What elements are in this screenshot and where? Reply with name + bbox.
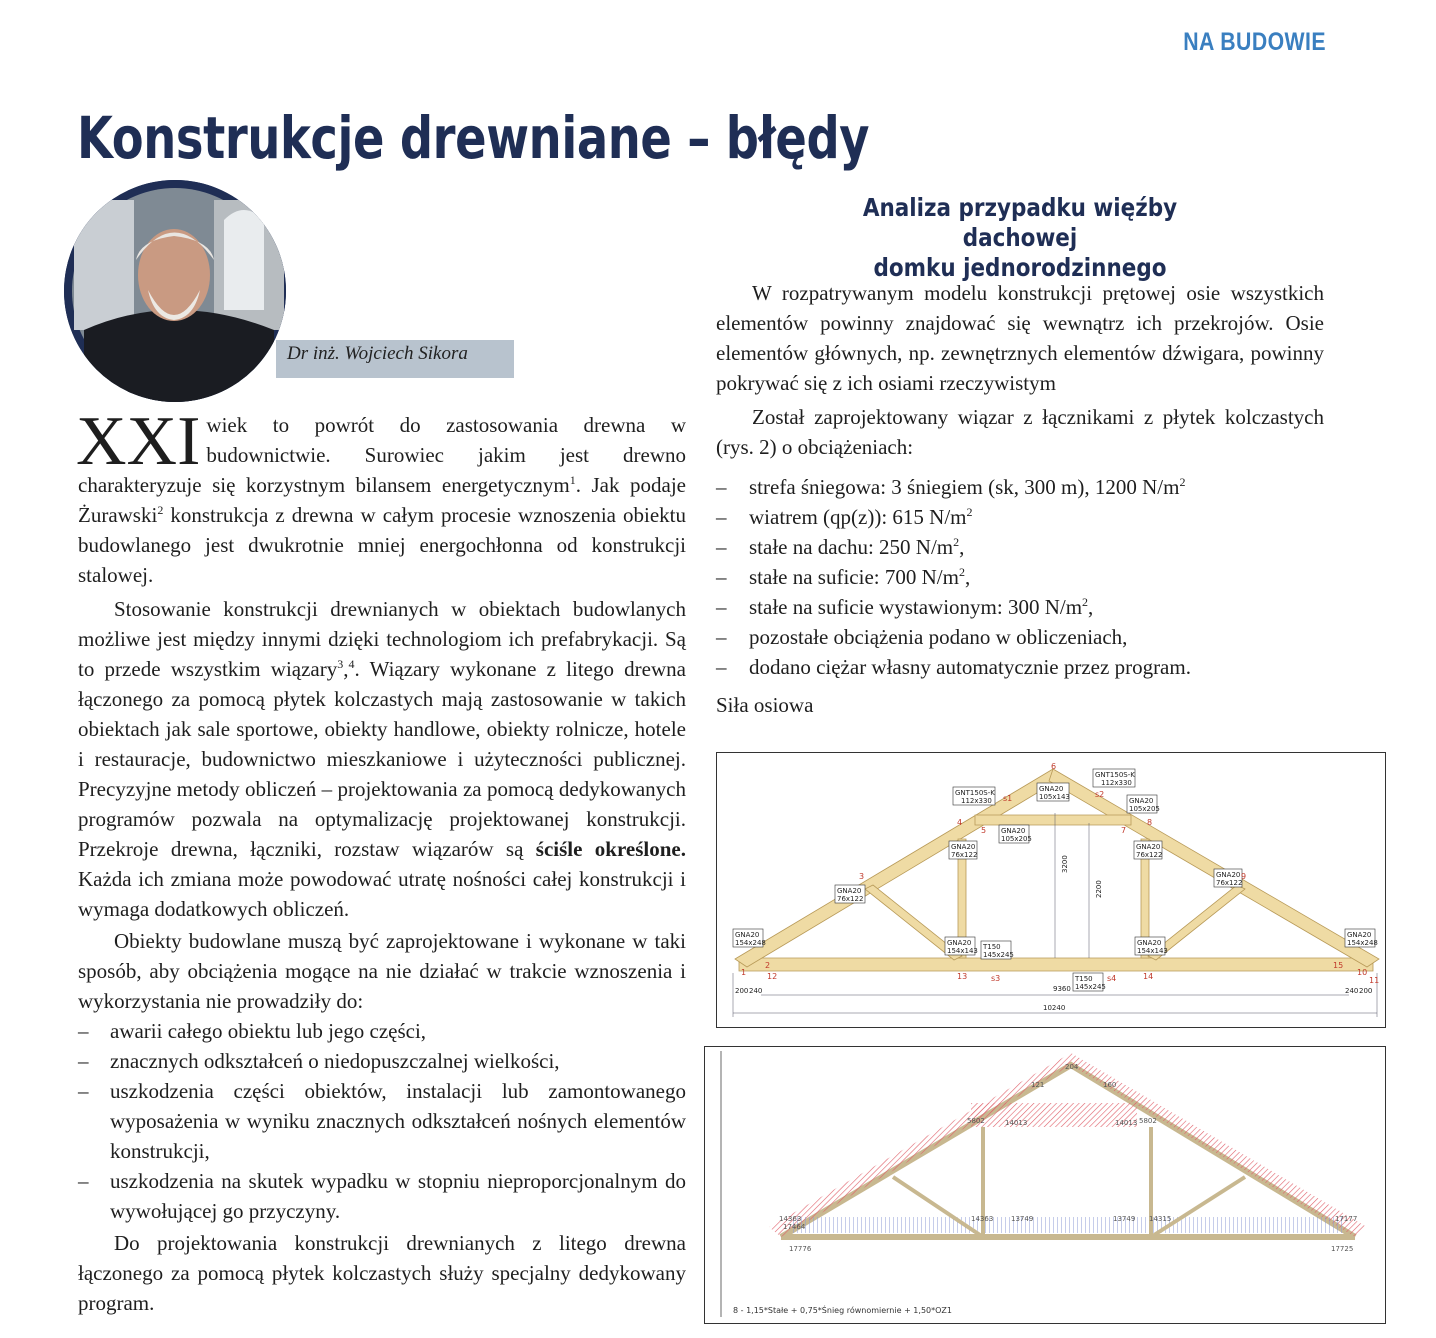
force-band-collar xyxy=(971,1103,1137,1127)
list-dash: – xyxy=(716,595,727,619)
svg-text:GNA20: GNA20 xyxy=(1216,871,1241,879)
force-band-chord xyxy=(791,1217,1345,1233)
svg-text:105x143: 105x143 xyxy=(1039,793,1070,801)
truss-drawing xyxy=(716,752,1386,1028)
svg-text:76x122: 76x122 xyxy=(1216,879,1243,887)
svg-text:112x330: 112x330 xyxy=(961,797,992,805)
dropcap: XXI xyxy=(76,403,201,480)
svg-text:GNA20: GNA20 xyxy=(1347,931,1372,939)
svg-text:105x205: 105x205 xyxy=(1001,835,1032,843)
svg-text:145x245: 145x245 xyxy=(983,951,1014,959)
dim-label: 2200 xyxy=(1095,880,1103,898)
support-label: s4 xyxy=(1107,974,1117,983)
axial-force-diagram xyxy=(704,1046,1386,1324)
plate-label xyxy=(981,941,1014,959)
paragraph-4: Do projektowania konstrukcji drewnianych z litego drewna łączonego za pomocą płytek kolczastych służy specjalny dedykowany program. xyxy=(78,1231,686,1315)
footnote-ref: 1 xyxy=(569,473,576,487)
superscript: 2 xyxy=(966,505,973,519)
list-item xyxy=(716,502,1324,532)
plate-label xyxy=(953,787,995,805)
p2-text-a: Stosowanie konstrukcji drewnianych w obiektach budowlanych możliwe jest między innymi dzięki technologiom ich prefabrykacji. Są to przede wszystkim wiązary xyxy=(78,597,686,681)
plate-label xyxy=(945,937,978,955)
dim-label: 9360 xyxy=(1053,985,1071,993)
list-dash: – xyxy=(78,1169,89,1193)
collar-beam xyxy=(975,815,1131,825)
dim-label: 240 xyxy=(749,987,763,995)
svg-text:GNA20: GNA20 xyxy=(1039,785,1064,793)
paragraph-3: Obiekty budowlane muszą być zaprojektowane i wykonane w taki sposób, aby obciążenia mogące na nie działać w trakcie wznoszenia i wykorzystania nie prowadziły do: xyxy=(78,929,686,1013)
node-number: 13 xyxy=(957,972,968,981)
svg-text:112x330: 112x330 xyxy=(1101,779,1132,787)
plate-label xyxy=(1093,769,1135,787)
paragraph-2 xyxy=(78,594,686,924)
p2-text-b: . Wiązary wykonane z litego drewna łączonego za pomocą płytek kolczastych mają zastosowanie w takich obiektach jak sale sportowe, obiekty handlowe, obiekty rolnicze, hotele i restauracje, budownictwo mieszkaniowe i użyteczności publicznej. Precyzyjne metody obliczeń – projektowania za pomocą dedykowanych programów pozwala na optymalizację projektowanej konstrukcji. Przekroje drewna, łączniki, rozstaw wiązarów są xyxy=(78,657,686,861)
dim-label: 200 xyxy=(1359,987,1373,995)
force-value: 17776 xyxy=(789,1245,812,1253)
list-item-text: stałe na dachu: 250 N/m xyxy=(749,535,954,559)
subheading-line: domku jednorodzinnego xyxy=(873,253,1167,282)
p2-bold: ściśle określone. xyxy=(535,837,686,861)
support-label: s1 xyxy=(1003,794,1013,803)
list-item-text: uszkodzenia części obiektów, instalacji lub zamontowanego wyposażenia w wyniku znacznych odkształceń nośnych elementów konstrukcji, xyxy=(110,1079,686,1163)
force-value: 13749 xyxy=(1011,1215,1034,1223)
list-item-text: dodano ciężar własny automatycznie przez program. xyxy=(749,655,1191,679)
list-tail: , xyxy=(1088,595,1094,619)
list-tail: , xyxy=(964,565,971,589)
list-item-text: stałe na suficie: 700 N/m xyxy=(749,565,959,589)
force-value: 14363 xyxy=(971,1215,994,1223)
force-value: 13749 xyxy=(1113,1215,1136,1223)
author-photo xyxy=(64,180,286,402)
list-item xyxy=(78,1016,686,1046)
dim-label: 10240 xyxy=(1043,1004,1066,1012)
list-item xyxy=(716,652,1324,682)
svg-text:154x143: 154x143 xyxy=(947,947,978,955)
node-number: 9 xyxy=(1241,872,1247,881)
list-item-text: wiatrem (qp(z)): 615 N/m xyxy=(749,505,967,529)
node-number: 3 xyxy=(859,872,865,881)
node-number: 11 xyxy=(1369,976,1380,985)
footnote-ref: 3 xyxy=(337,657,344,671)
node-number: 5 xyxy=(981,826,987,835)
bottom-chord xyxy=(739,958,1373,971)
node-number: 10 xyxy=(1357,968,1368,977)
dim-label: 240 xyxy=(1345,987,1359,995)
support-label: s2 xyxy=(1095,790,1105,799)
svg-text:GNA20: GNA20 xyxy=(951,843,976,851)
plate-label xyxy=(1037,783,1070,801)
force-value: 5802 xyxy=(1139,1117,1157,1125)
svg-text:GNT150S-K: GNT150S-K xyxy=(955,789,995,797)
svg-text:154x248: 154x248 xyxy=(735,939,766,947)
list-item-text: znacznych odkształceń o niedopuszczalnej wielkości, xyxy=(110,1049,560,1073)
list-item-text: strefa śniegowa: 3 śniegiem (sk, 300 m), 1200 N/m xyxy=(749,475,1180,499)
node-number: 4 xyxy=(957,818,963,827)
plate-label xyxy=(1214,869,1242,887)
force-value: 14013 xyxy=(1115,1119,1138,1127)
svg-text:T150: T150 xyxy=(1075,975,1093,983)
plate-label xyxy=(1127,795,1160,813)
footnote-ref: 2 xyxy=(157,503,164,517)
force-value: 14363 xyxy=(779,1215,802,1223)
section-tag: NA BUDOWIE xyxy=(1183,28,1326,56)
section-subheading xyxy=(805,193,1235,283)
p1-text-c: konstrukcja z drewna w całym procesie wznoszenia obiektu budowlanego jest dwukrotnie mniej energochłonna od konstrukcji stalowej. xyxy=(78,503,686,587)
paragraph-r1: W rozpatrywanym modelu konstrukcji prętowej osie wszystkich elementów powinny znajdować się wewnątrz ich przekrojów. Osie elementów głównych, np. zewnętrznych elementów dźwigara, powinny pokrywać się z ich osiami rzeczywistym xyxy=(716,281,1324,395)
node-number: 14 xyxy=(1143,972,1154,981)
figure-caption: Siła osiowa xyxy=(716,693,814,717)
force-value: 14013 xyxy=(1005,1119,1028,1127)
failure-list xyxy=(78,1016,686,1226)
node-number: 1 xyxy=(741,968,747,977)
force-value: 121 xyxy=(1031,1081,1045,1089)
dim-label: 3200 xyxy=(1061,855,1069,873)
plate-label xyxy=(1135,937,1168,955)
node-number: 15 xyxy=(1333,961,1344,970)
force-value: 17177 xyxy=(1335,1215,1358,1223)
list-item-text: pozostałe obciążenia podano w obliczeniach, xyxy=(749,625,1128,649)
superscript: 2 xyxy=(953,535,960,549)
node-number: 12 xyxy=(767,972,778,981)
right-column xyxy=(716,278,1324,720)
force-value: 17464 xyxy=(783,1223,806,1231)
footnote-ref: 4 xyxy=(348,657,355,671)
plate-label xyxy=(1134,841,1162,859)
svg-text:76x122: 76x122 xyxy=(951,851,978,859)
force-value: 14315 xyxy=(1149,1215,1172,1223)
plate-label xyxy=(835,885,865,903)
dim-label: 200 xyxy=(735,987,749,995)
list-item xyxy=(716,532,1324,562)
force-value: 160 xyxy=(1103,1081,1117,1089)
force-value: 204 xyxy=(1065,1063,1079,1071)
list-item xyxy=(716,472,1324,502)
plate-label xyxy=(1345,929,1378,947)
svg-text:76x122: 76x122 xyxy=(837,895,864,903)
svg-text:GNA20: GNA20 xyxy=(837,887,862,895)
subheading-line: Analiza przypadku więźby dachowej xyxy=(862,193,1178,252)
svg-text:GNT150S-K: GNT150S-K xyxy=(1095,771,1135,779)
list-item xyxy=(78,1166,686,1226)
load-combination-caption: 8 - 1,15*Stałe + 0,75*Śnieg równomiernie + 1,50*OZ1 xyxy=(733,1306,952,1315)
list-item xyxy=(716,562,1324,592)
svg-text:GNA20: GNA20 xyxy=(1001,827,1026,835)
svg-text:T150: T150 xyxy=(983,943,1001,951)
list-dash: – xyxy=(716,655,727,679)
list-item xyxy=(716,622,1324,652)
node-number: 8 xyxy=(1147,818,1153,827)
truss-rafters xyxy=(781,1065,1358,1237)
list-dash: – xyxy=(78,1019,89,1043)
p2-text-c: Każda ich zmiana może powodować utratę nośności całej konstrukcji i wymaga dodatkowych obliczeń. xyxy=(78,867,686,921)
paragraph-r2: Został zaprojektowany wiązar z łącznikami z płytek kolczastych (rys. 2) o obciążeniach: xyxy=(716,405,1324,459)
list-dash: – xyxy=(78,1079,89,1103)
list-dash: – xyxy=(716,535,727,559)
list-dash: – xyxy=(78,1049,89,1073)
plate-label xyxy=(999,825,1032,843)
svg-text:154x143: 154x143 xyxy=(1137,947,1168,955)
paragraph-1 xyxy=(76,403,686,590)
svg-text:145x245: 145x245 xyxy=(1075,983,1106,991)
article-title: Konstrukcje drewniane – błędy xyxy=(77,104,870,172)
plate-label xyxy=(949,841,977,859)
svg-text:GNA20: GNA20 xyxy=(947,939,972,947)
support-label: s3 xyxy=(991,974,1001,983)
list-dash: – xyxy=(716,505,727,529)
loads-list xyxy=(716,472,1324,682)
superscript: 2 xyxy=(1082,595,1089,609)
list-item-text: awarii całego obiektu lub jego części, xyxy=(110,1019,427,1043)
plate-label xyxy=(733,929,766,947)
svg-text:GNA20: GNA20 xyxy=(1137,939,1162,947)
force-value: 17725 xyxy=(1331,1245,1354,1253)
plate-label xyxy=(1073,973,1106,991)
svg-text:76x122: 76x122 xyxy=(1136,851,1163,859)
force-value: 5802 xyxy=(967,1117,985,1125)
superscript: 2 xyxy=(958,565,965,579)
p1-text-a: wiek to powrót do zastosowania drewna w budownictwie. Surowiec jakim jest drewno charakteryzuje się korzystnym bilansem energetycznym xyxy=(78,413,686,497)
svg-text:154x248: 154x248 xyxy=(1347,939,1378,947)
svg-text:105x205: 105x205 xyxy=(1129,805,1160,813)
node-number: 2 xyxy=(765,961,771,970)
list-item-text: uszkodzenia na skutek wypadku w stopniu nieproporcjonalnym do wywołującej go przyczyny. xyxy=(110,1169,686,1223)
list-tail: , xyxy=(959,535,965,559)
node-number: 7 xyxy=(1121,826,1127,835)
svg-text:GNA20: GNA20 xyxy=(735,931,760,939)
p1-text-b: . Jak podaje Żurawski xyxy=(78,473,686,527)
p2-comma: , xyxy=(343,657,349,681)
node-number: 6 xyxy=(1051,762,1057,771)
list-dash: – xyxy=(716,475,727,499)
list-item xyxy=(716,592,1324,622)
list-item xyxy=(78,1046,686,1076)
superscript: 2 xyxy=(1179,475,1186,489)
author-name: Dr inż. Wojciech Sikora xyxy=(287,343,468,364)
list-dash: – xyxy=(716,565,727,589)
svg-text:GNA20: GNA20 xyxy=(1136,843,1161,851)
force-band-left xyxy=(769,1053,1071,1237)
left-column xyxy=(76,403,686,1318)
svg-text:GNA20: GNA20 xyxy=(1129,797,1154,805)
list-dash: – xyxy=(716,625,727,649)
list-item-text: stałe na suficie wystawionym: 300 N/m xyxy=(749,595,1083,619)
list-item xyxy=(78,1076,686,1166)
